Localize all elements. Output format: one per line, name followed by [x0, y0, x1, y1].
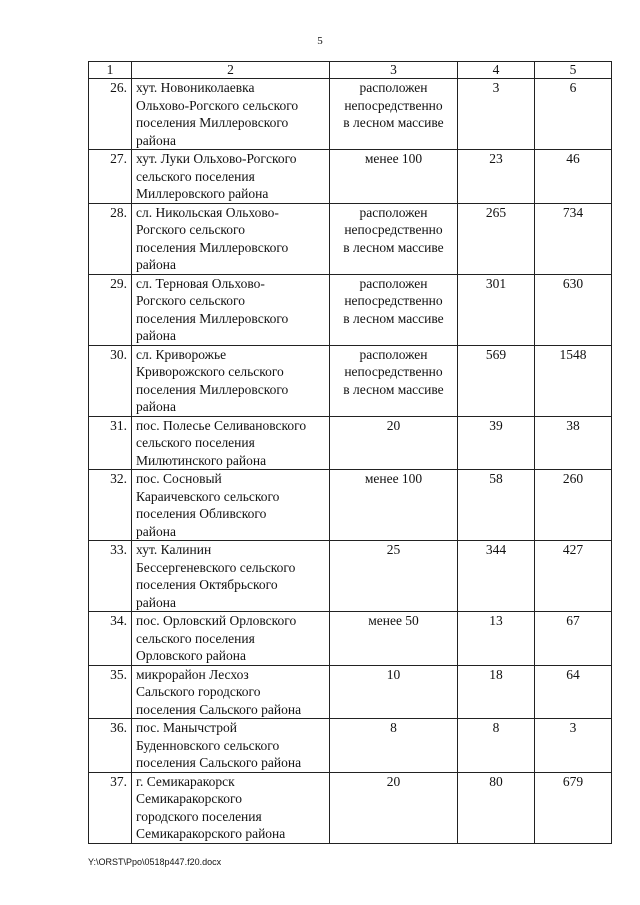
table-row: [89, 541, 612, 612]
settlement-name-cell: [132, 274, 330, 345]
settlement-name-line: поселения Сальского района: [136, 755, 302, 770]
settlement-name-cell: [132, 203, 330, 274]
settlement-name-line: района: [136, 328, 176, 343]
distance-line: 20: [386, 417, 401, 433]
settlement-name-line: поселения Сальского района: [136, 701, 302, 717]
settlement-name-line: сл. Никольская Ольхово-: [136, 204, 279, 220]
settlement-name-line: Криворожского сельского: [136, 364, 284, 379]
table-row: [89, 772, 612, 843]
column-4-value: 13: [458, 612, 535, 666]
settlement-name-line: Буденновского сельского: [136, 737, 280, 753]
distance-line: расположен: [359, 204, 428, 220]
distance-line: 10: [386, 666, 401, 682]
column-4-value: 8: [458, 719, 535, 773]
distance-cell: [330, 345, 458, 416]
distance-line: расположен: [359, 346, 428, 362]
distance-line: расположен: [359, 80, 428, 95]
column-4-value: 18: [458, 665, 535, 719]
column-5-value: 38: [535, 416, 612, 470]
table-row: [89, 719, 612, 773]
column-4-value: 344: [458, 541, 535, 612]
row-number: 37.: [89, 772, 132, 843]
column-4-value: 569: [458, 345, 535, 416]
settlement-name-line: Милютинского района: [136, 452, 267, 468]
settlement-name-line: Бессергеневского сельского: [136, 559, 296, 575]
column-header: 2: [132, 62, 330, 79]
distance-cell: [330, 79, 458, 150]
settlement-name-line: поселения Миллеровского: [136, 381, 289, 397]
settlement-name-line: пос. Манычстрой: [136, 720, 237, 735]
settlement-name-line: сл. Криворожье: [136, 346, 227, 362]
distance-line: 8: [390, 720, 397, 735]
distance-cell: [330, 416, 458, 470]
settlement-name-line: сл. Терновая Ольхово-: [136, 275, 265, 291]
settlement-name-line: поселения Миллеровского: [136, 310, 289, 326]
row-number: 35.: [89, 665, 132, 719]
settlement-name-line: поселения Обливского: [136, 506, 267, 521]
table-header-row: [89, 62, 612, 79]
table-row: [89, 274, 612, 345]
distance-cell: [330, 772, 458, 843]
settlement-name-line: хут. Калинин: [136, 542, 212, 557]
column-5-value: 427: [535, 541, 612, 612]
column-4-value: 39: [458, 416, 535, 470]
settlement-name-cell: [132, 416, 330, 470]
column-header: 5: [535, 62, 612, 79]
row-number: 28.: [89, 203, 132, 274]
column-header: 4: [458, 62, 535, 79]
settlement-name-line: пос. Полесье Селивановского: [136, 417, 307, 433]
distance-cell: [330, 150, 458, 204]
settlements-table: [88, 61, 612, 844]
column-4-value: 80: [458, 772, 535, 843]
column-5-value: 6: [535, 79, 612, 150]
distance-line: непосредственно: [344, 222, 443, 237]
settlement-name-line: района: [136, 257, 176, 272]
settlement-name-line: Ольхово-Рогского сельского: [136, 97, 299, 113]
settlement-name-cell: [132, 541, 330, 612]
settlement-name-cell: [132, 345, 330, 416]
settlement-name-line: района: [136, 132, 176, 148]
settlement-name-line: района: [136, 594, 176, 610]
distance-line: расположен: [359, 275, 428, 291]
column-4-value: 301: [458, 274, 535, 345]
settlement-name-line: района: [136, 523, 176, 539]
settlement-name-line: сельского поселения: [136, 435, 255, 450]
settlement-name-line: Семикаракорского: [136, 791, 242, 806]
table-row: [89, 150, 612, 204]
column-5-value: 67: [535, 612, 612, 666]
settlement-name-line: Рогского сельского: [136, 293, 246, 308]
settlement-name-cell: [132, 719, 330, 773]
distance-line: менее 50: [368, 613, 419, 628]
distance-line: 20: [386, 773, 401, 789]
settlement-name-line: Рогского сельского: [136, 222, 246, 237]
distance-cell: [330, 665, 458, 719]
distance-cell: [330, 470, 458, 541]
settlement-name-line: сельского поселения: [136, 168, 255, 184]
table-row: [89, 203, 612, 274]
settlement-name-cell: [132, 79, 330, 150]
column-5-value: 1548: [535, 345, 612, 416]
settlement-name-line: сельского поселения: [136, 630, 255, 646]
settlement-name-line: Семикаракорского района: [136, 826, 286, 841]
row-number: 29.: [89, 274, 132, 345]
settlement-name-line: Караичевского сельского: [136, 488, 280, 504]
distance-line: 25: [386, 542, 401, 557]
column-4-value: 23: [458, 150, 535, 204]
distance-cell: [330, 541, 458, 612]
column-4-value: 3: [458, 79, 535, 150]
settlement-name-line: поселения Октябрьского: [136, 577, 278, 592]
column-5-value: 630: [535, 274, 612, 345]
settlement-name-line: микрорайон Лесхоз: [136, 666, 249, 682]
column-5-value: 260: [535, 470, 612, 541]
distance-line: менее 100: [364, 471, 423, 486]
settlement-name-cell: [132, 772, 330, 843]
settlement-name-line: хут. Луки Ольхово-Рогского: [136, 151, 297, 166]
table-row: [89, 470, 612, 541]
table-row: [89, 416, 612, 470]
column-5-value: 64: [535, 665, 612, 719]
column-4-value: 265: [458, 203, 535, 274]
row-number: 36.: [89, 719, 132, 773]
settlement-name-line: пос. Сосновый: [136, 471, 222, 486]
settlement-name-cell: [132, 150, 330, 204]
settlement-name-line: Миллеровского района: [136, 186, 269, 201]
distance-line: в лесном массиве: [343, 239, 444, 255]
table-row: [89, 79, 612, 150]
column-header: 1: [89, 62, 132, 79]
settlement-name-cell: [132, 612, 330, 666]
row-number: 32.: [89, 470, 132, 541]
row-number: 33.: [89, 541, 132, 612]
column-5-value: 46: [535, 150, 612, 204]
row-number: 31.: [89, 416, 132, 470]
file-path-footer: Y:\ORST\Ppo\0518p447.f20.docx: [88, 857, 222, 867]
row-number: 30.: [89, 345, 132, 416]
page-number: 5: [317, 35, 323, 47]
settlement-name-line: поселения Миллеровского: [136, 115, 289, 130]
distance-cell: [330, 274, 458, 345]
distance-cell: [330, 719, 458, 773]
row-number: 27.: [89, 150, 132, 204]
distance-line: непосредственно: [344, 293, 443, 308]
settlement-name-line: поселения Миллеровского: [136, 239, 289, 255]
column-4-value: 58: [458, 470, 535, 541]
distance-line: в лесном массиве: [343, 381, 444, 397]
distance-cell: [330, 612, 458, 666]
column-5-value: 679: [535, 772, 612, 843]
settlement-name-line: Орловского района: [136, 648, 246, 663]
column-header: 3: [330, 62, 458, 79]
distance-line: непосредственно: [344, 364, 443, 379]
distance-line: в лесном массиве: [343, 115, 444, 130]
table-row: [89, 345, 612, 416]
distance-line: менее 100: [364, 151, 423, 166]
distance-line: непосредственно: [344, 97, 443, 113]
distance-line: в лесном массиве: [343, 310, 444, 326]
row-number: 26.: [89, 79, 132, 150]
row-number: 34.: [89, 612, 132, 666]
settlement-name-cell: [132, 665, 330, 719]
column-5-value: 734: [535, 203, 612, 274]
settlement-name-cell: [132, 470, 330, 541]
column-5-value: 3: [535, 719, 612, 773]
distance-cell: [330, 203, 458, 274]
settlement-name-line: района: [136, 399, 176, 414]
table-body: [89, 79, 612, 844]
settlement-name-line: городского поселения: [136, 808, 262, 824]
settlement-name-line: хут. Новониколаевка: [136, 80, 255, 95]
settlement-name-line: г. Семикаракорск: [136, 773, 235, 789]
table-row: [89, 665, 612, 719]
table-row: [89, 612, 612, 666]
settlement-name-line: пос. Орловский Орловского: [136, 613, 297, 628]
settlement-name-line: Сальского городского: [136, 684, 261, 699]
